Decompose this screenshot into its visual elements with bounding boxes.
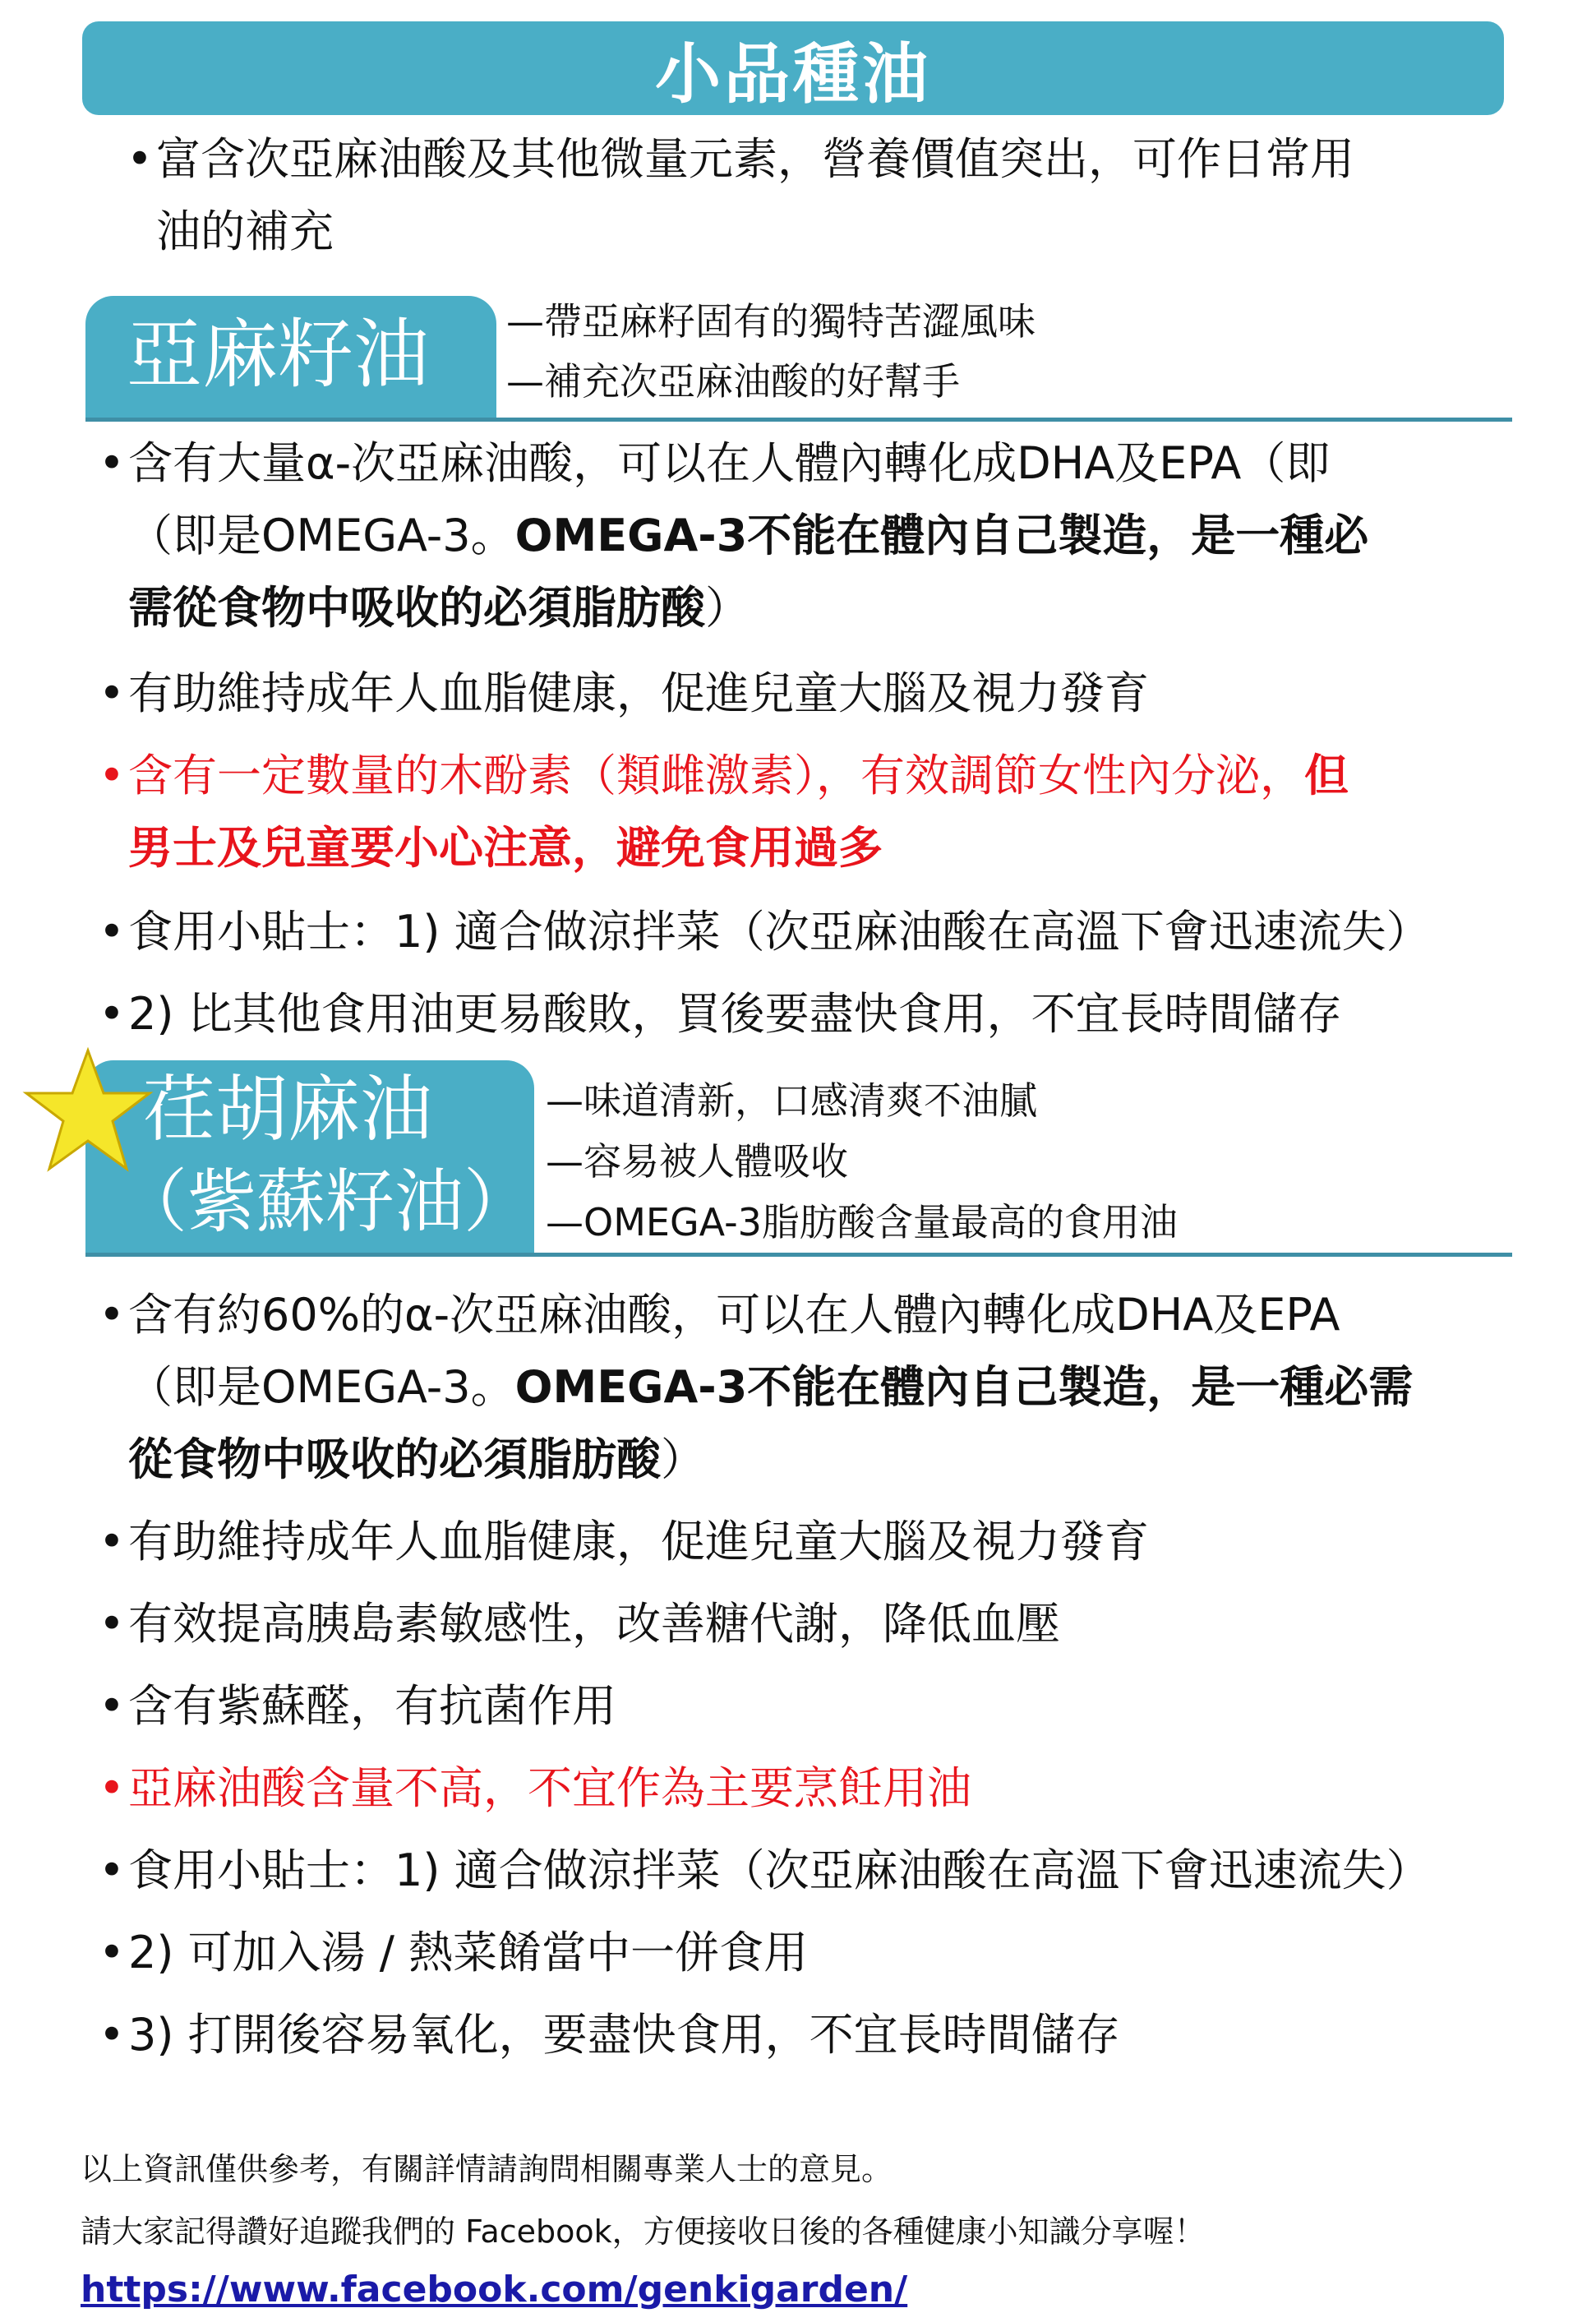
perilla-bullet-1-line-2 — [128, 1351, 1413, 1424]
flaxseed-bullet-3-line-2: 男士及兒童要小心注意，避免食用過多 — [128, 822, 883, 874]
perilla-bullet-3: • 有效提高胰島素敏感性，改善糖代謝，降低血壓 — [128, 1588, 1060, 1660]
perilla-omega-note: OMEGA-3不能在體內自己製造，是一種必需 — [514, 1361, 1414, 1413]
perilla-divider — [85, 1253, 1512, 1257]
perilla-bullet-6: • 食用小貼士：1) 適合做涼拌菜（次亞麻油酸在高溫下會迅速流失） — [128, 1835, 1431, 1907]
flaxseed-divider — [85, 418, 1512, 422]
perilla-tag-2: —容易被人體吸收 — [546, 1139, 848, 1184]
flaxseed-bullet-1-line-1: • 含有大量α-次亞麻油酸，可以在人體內轉化成DHA及EPA（即 — [128, 427, 1330, 500]
perilla-bullet-8: • 3) 打開後容易氧化，要盡快食用，不宜長時間儲存 — [128, 1999, 1120, 2071]
perilla-bullet-5: • 亞麻油酸含量不高，不宜作為主要烹飪用油 — [128, 1752, 971, 1825]
intro-line-1: • 富含次亞麻油酸及其他微量元素，營養價值突出，可作日常用 — [156, 123, 1354, 196]
perilla-bullet-2: • 有助維持成年人血脂健康，促進兒童大腦及視力發育 — [128, 1506, 1149, 1578]
intro-line-2: 油的補充 — [156, 205, 334, 257]
facebook-link[interactable]: https://www.facebook.com/genkigarden/ — [81, 2269, 908, 2310]
flaxseed-omega-note: OMEGA-3不能在體內自己製造，是一種必 — [514, 510, 1369, 561]
perilla-tag-1: —味道清新，口感清爽不油膩 — [546, 1078, 1037, 1123]
flaxseed-bullet-2: • 有助維持成年人血脂健康，促進兒童大腦及視力發育 — [128, 658, 1149, 730]
perilla-omega-note-end: 從食物中吸收的必須脂肪酸 — [128, 1433, 661, 1485]
perilla-tag-3: —OMEGA-3脂肪酸含量最高的食用油 — [546, 1200, 1178, 1244]
flaxseed-close-paren: ） — [705, 582, 750, 634]
page-banner — [82, 21, 1504, 115]
follow-text: 請大家記得讚好追蹤我們的 Facebook，方便接收日後的各種健康小知識分享喔！ — [81, 2214, 1206, 2250]
perilla-omega-intro: （即是OMEGA-3。 — [128, 1361, 515, 1413]
disclaimer-text: 以上資訊僅供參考，有關詳情請詢問相關專業人士的意見。 — [81, 2151, 893, 2187]
flaxseed-lignan-text: 含有一定數量的木酚素（類雌激素），有效調節女性內分泌， — [128, 750, 1304, 801]
perilla-subtitle: （紫蘇籽油） — [118, 1161, 533, 1242]
perilla-bullet-1-line-1: • 含有約60%的α-次亞麻油酸，可以在人體內轉化成DHA及EPA — [128, 1279, 1340, 1351]
perilla-bullet-4: • 含有紫蘇醛，有抗菌作用 — [128, 1670, 616, 1743]
flaxseed-bullet-3-line-1 — [128, 740, 1349, 812]
flaxseed-omega-intro: （即是OMEGA-3。 — [128, 510, 515, 561]
flaxseed-bullet-5: • 2) 比其他食用油更易酸敗，買後要盡快食用，不宜長時間儲存 — [128, 978, 1342, 1050]
perilla-bullet-1-line-3 — [128, 1424, 705, 1496]
perilla-bullet-7: • 2) 可加入湯 / 熱菜餚當中一併食用 — [128, 1917, 808, 1989]
flaxseed-omega-note-end: 需從食物中吸收的必須脂肪酸 — [128, 582, 705, 634]
flaxseed-bullet-4: • 食用小貼士：1) 適合做涼拌菜（次亞麻油酸在高溫下會迅速流失） — [128, 896, 1431, 968]
flaxseed-tag-1: —帶亞麻籽固有的獨特苦澀風味 — [506, 299, 1036, 344]
flaxseed-bullet-1-line-2 — [128, 500, 1368, 572]
flaxseed-lignan-but: 但 — [1304, 750, 1349, 801]
flaxseed-bullet-1-line-3 — [128, 572, 750, 644]
page-title: 小品種油 — [655, 35, 931, 113]
perilla-title: 荏胡麻油 — [143, 1067, 433, 1152]
star-icon — [18, 1046, 158, 1177]
perilla-close-paren: ） — [661, 1433, 705, 1485]
flaxseed-tag-2: —補充次亞麻油酸的好幫手 — [506, 359, 960, 404]
flaxseed-header-tab — [85, 296, 496, 418]
flaxseed-title: 亞麻籽油 — [127, 311, 430, 399]
